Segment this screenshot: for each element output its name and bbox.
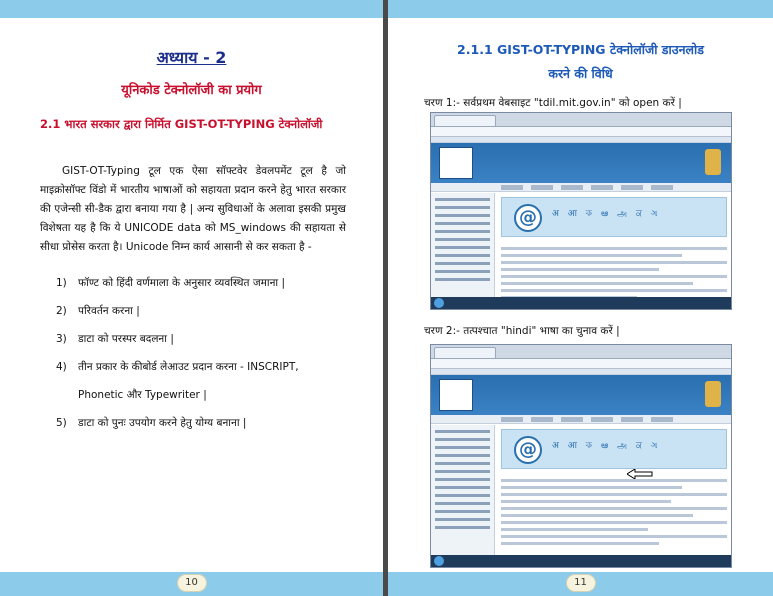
page-number: 11 — [566, 574, 596, 592]
browser-chrome — [431, 113, 731, 127]
site-body — [431, 425, 731, 555]
site-nav — [431, 415, 731, 424]
site-main — [497, 425, 731, 555]
browser-tab — [434, 115, 496, 126]
section-heading: 2.1 भारत सरकार द्वारा निर्मित GIST-OT-TYPING टेक्नोलॉजी — [40, 117, 323, 131]
list-text: फॉण्ट को हिंदी वर्णमाला के अनुसार व्यवस्थित जमाना | — [78, 277, 286, 289]
windows-taskbar — [431, 555, 731, 567]
subsection-heading-line2: करने की विधि — [548, 66, 613, 81]
left-page — [0, 0, 383, 596]
feature-list — [56, 276, 366, 444]
list-text: डाटा को परस्पर बदलना | — [78, 333, 174, 345]
list-item — [56, 276, 366, 290]
address-bar — [431, 359, 731, 369]
emblem-icon — [705, 381, 721, 407]
list-item — [56, 304, 366, 318]
list-number: 3) — [56, 333, 67, 345]
site-main — [497, 193, 731, 297]
subsection-heading — [388, 38, 773, 86]
list-item — [56, 360, 366, 402]
at-sign-icon: @ — [514, 204, 542, 232]
bottom-band — [388, 572, 773, 596]
emblem-icon — [705, 149, 721, 175]
script-glyphs-graphic: अ आ ক ఆ அ ਕ ગ — [552, 441, 661, 451]
browser-chrome — [431, 345, 731, 359]
list-text-continued: Phonetic और Typewriter | — [78, 389, 207, 401]
content-lines — [501, 243, 727, 303]
pointer-arrow-icon — [627, 469, 653, 479]
site-banner — [431, 143, 731, 183]
list-text: तीन प्रकार के कीबोर्ड लेआउट प्रदान करना - INSCRIPT, — [78, 361, 299, 373]
website-screenshot-2 — [430, 344, 732, 568]
hero-graphic — [501, 197, 727, 237]
list-number: 5) — [56, 417, 67, 429]
site-sidebar — [431, 425, 495, 555]
top-band — [0, 0, 383, 18]
chapter-number: अध्याय - 2 — [156, 48, 227, 67]
address-bar — [431, 127, 731, 137]
list-number: 4) — [56, 361, 67, 373]
list-item — [56, 332, 366, 346]
hero-graphic — [501, 429, 727, 469]
chapter-title: यूनिकोड टेक्नोलॉजी का प्रयोग — [121, 83, 262, 98]
at-sign-icon: @ — [514, 436, 542, 464]
subsection-heading-line1: 2.1.1 GIST-OT-TYPING टेक्नोलॉजी डाउनलोड — [457, 42, 704, 57]
body-paragraph — [40, 162, 346, 257]
step-2-text: चरण 2:- तत्पश्चात "hindi" भाषा का चुनाव करें | — [424, 325, 620, 337]
site-body — [431, 193, 731, 297]
page-number: 10 — [177, 574, 207, 592]
script-glyphs-graphic: अ आ ক ఆ அ ਕ ગ — [552, 209, 661, 219]
tdil-logo — [439, 379, 473, 411]
website-screenshot-1 — [430, 112, 732, 310]
bottom-band — [0, 572, 383, 596]
windows-taskbar — [431, 297, 731, 309]
site-nav — [431, 183, 731, 192]
site-sidebar — [431, 193, 495, 297]
list-number: 1) — [56, 277, 67, 289]
start-button-icon — [434, 298, 444, 308]
list-text: परिवर्तन करना | — [78, 305, 140, 317]
top-band — [388, 0, 773, 18]
start-button-icon — [434, 556, 444, 566]
right-page — [388, 0, 773, 596]
browser-tab — [434, 347, 496, 358]
step-1-text: चरण 1:- सर्वप्रथम वेबसाइट "tdil.mit.gov.in" को open करें | — [424, 97, 682, 109]
tdil-logo — [439, 147, 473, 179]
list-number: 2) — [56, 305, 67, 317]
list-text: डाटा को पुनः उपयोग करने हेतु योग्य बनाना | — [78, 417, 247, 429]
paragraph-text: GIST-OT-Typing टूल एक ऐसा सॉफ्टवेर डेवलपमेंट टूल है जो माइक्रोसॉफ्ट विंडो में भारतीय भाषाओं को सहायता प्रदान करने हेतु भारत सरकार की एजेन्सी सी-डैक द्वारा बनाया गया है | अन्य सुविधाओं के अलावा इसकी प्रमुख विशेषता यह है कि ये UNICODE data को MS_windows की सहायता से सीधा प्रोसेस करता है। Unicode निम्न कार्य आसानी से कर सकता है - — [40, 165, 346, 253]
site-banner — [431, 375, 731, 415]
list-item — [56, 416, 366, 430]
content-lines — [501, 475, 727, 549]
